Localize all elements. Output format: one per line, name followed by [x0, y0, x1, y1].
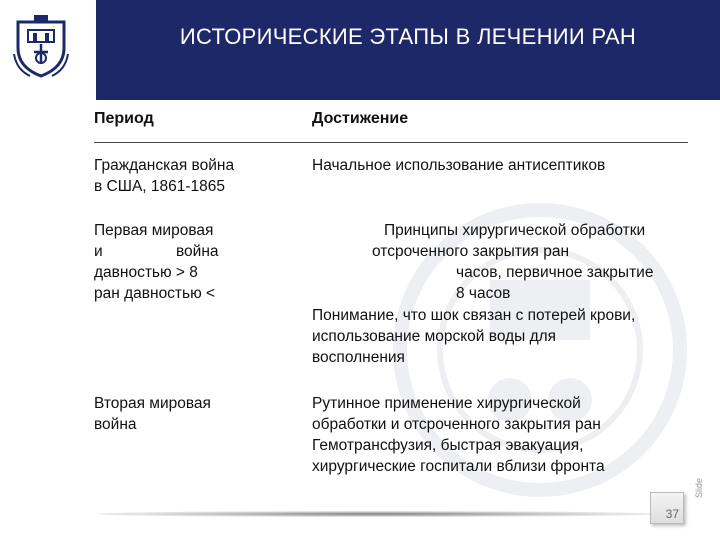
- row3-achievement-line2: обработки и отсроченного закрытия ран: [312, 416, 601, 433]
- row3-period-line2: война: [94, 416, 137, 433]
- column-header-period: Период: [94, 110, 154, 127]
- row2-achievement-line3: часов, первичное закрытие: [456, 264, 654, 281]
- row3-achievement-line4: хирургические госпитали вблизи фронта: [312, 458, 605, 475]
- row2-period-line3: давностью > 8: [94, 264, 198, 281]
- row3-achievement-line3: Гемотрансфузия, быстрая эвакуация,: [312, 437, 584, 454]
- logo-area: [0, 0, 88, 100]
- page-number: 37: [665, 507, 679, 521]
- row2-period-line2b: война: [176, 243, 219, 260]
- title-bar: [96, 0, 720, 100]
- row2-period-line2a: и: [94, 243, 103, 260]
- row2-achievement-line4: 8 часов: [456, 285, 511, 302]
- row2-period-line4: ран давностью <: [94, 285, 216, 302]
- row1-period-line2: в США, 1861-1865: [94, 178, 226, 195]
- row2-achievement-line1: Принципы хирургической обработки: [384, 222, 646, 239]
- university-crest-icon: [12, 14, 70, 78]
- row2-achievement-line7: восполнения: [312, 349, 405, 366]
- slide-label: Slide: [694, 477, 704, 498]
- row1-achievement-line1: Начальное использование антисептиков: [312, 157, 606, 174]
- row2-achievement-line5: Понимание, что шок связан с потерей крови,: [312, 307, 636, 324]
- row3-period-line1: Вторая мировая: [94, 395, 211, 412]
- row2-achievement-line6: использование морской воды для: [312, 328, 557, 345]
- page-title: ИСТОРИЧЕСКИЕ ЭТАПЫ В ЛЕЧЕНИИ РАН: [179, 24, 637, 49]
- row3-achievement-line1: Рутинное применение хирургической: [312, 395, 581, 412]
- column-header-achievement: Достижение: [312, 110, 409, 127]
- footer-shadow-divider: [96, 511, 656, 517]
- row2-achievement-line2: отсроченного закрытия ран: [372, 243, 570, 260]
- row2-period-line1: Первая мировая: [94, 222, 214, 239]
- header-divider: [94, 142, 688, 143]
- row1-period-line1: Гражданская война: [94, 157, 235, 174]
- page-number-box: [650, 492, 684, 524]
